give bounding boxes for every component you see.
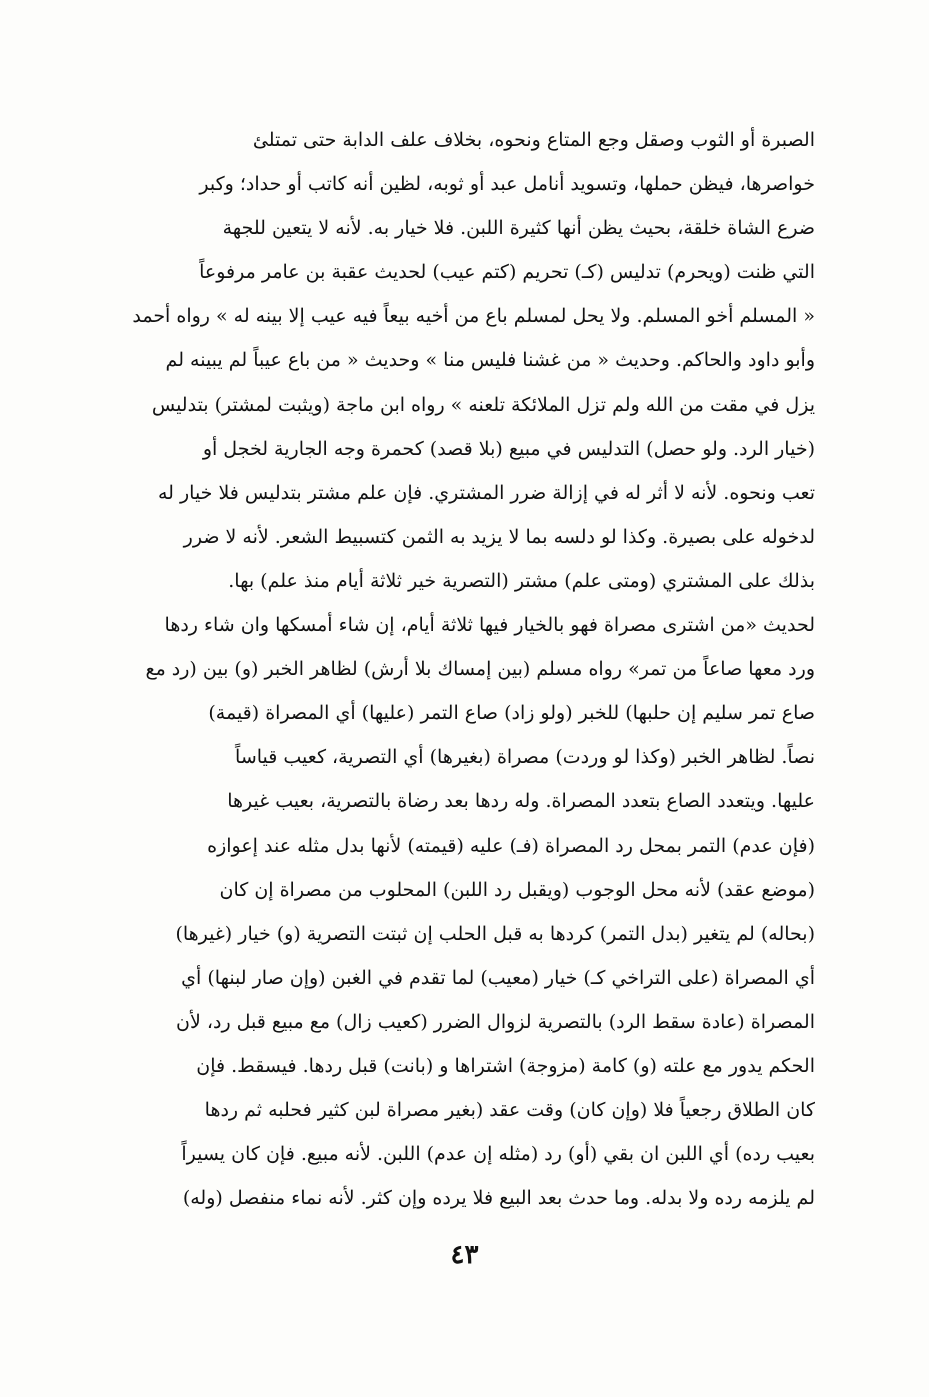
text-line: نصاً. لظاهر الخبر (وكذا لو وردت) مصراة (بغيرها) أي التصرية، كعيب قياساً (235, 746, 815, 769)
page-number: ٤٣ (450, 1240, 479, 1270)
text-line: لحديث «من اشترى مصراة فهو بالخيار فيها ثلاثة أيام، إن شاء أمسكها وان شاء ردها (164, 614, 815, 637)
text-line: التي ظنت (ويحرم) تدليس (كـ) تحريم (كتم عيب) لحديث عقبة بن عامر مرفوعاً (199, 261, 815, 284)
text-line: خواصرها، فيظن حملها، وتسويد أنامل عبد أو ثوبه، لظين أنه كاتب أو حداد؛ وكبر (199, 173, 815, 196)
text-line: وأبو داود والحاكم. وحديث « من غشنا فليس منا » وحديث « من باع عيباً لم يبينه لم (165, 349, 815, 372)
text-line: الحكم يدور مع علته (و) كامة (مزوجة) اشتراها و (بانت) قبل ردها. فيسقط. فإن (196, 1054, 815, 1077)
text-line: (خيار الرد. ولو حصل) التدليس في مبيع (بلا قصد) كحمرة وجه الجارية لخجل أو (202, 437, 815, 460)
text-line: (موضع عقد) لأنه محل الوجوب (ويقبل رد اللبن) المحلوب من مصراة إن كان (219, 878, 815, 901)
text-line: لم يلزمه رده ولا بدله. وما حدث بعد البيع فلا يرده وإن كثر. لأنه نماء منفصل (وله) (182, 1187, 815, 1210)
text-line: (فإن عدم) التمر بمحل رد المصراة (فـ) عليه (قيمته) لأنها بدل مثله عند إعوازه (207, 834, 815, 857)
text-line: كان الطلاق رجعياً فلا (وإن كان) وقت عقد (بغير مصراة لبن كثير فحلبه ثم ردها (204, 1099, 815, 1122)
text-line: تعب ونحوه. لأنه لا أثر له في إزالة ضرر المشتري. فإن علم مشتر بتدليس فلا خيار له (157, 481, 815, 504)
text-line: ضرع الشاة خلقة، بحيث يظن أنها كثيرة اللبن. فلا خيار به. لأنه لا يتعين للجهة (222, 217, 815, 240)
text-line: (بحاله) لم يتغير (بدل التمر) كردها به قبل الحلب إن ثبتت التصرية (و) خيار (غيرها) (175, 922, 815, 945)
text-line: يزل في مقت من الله ولم تزل الملائكة تلعنه » رواه ابن ماجة (ويثبت لمشتر) بتدليس (151, 393, 815, 416)
text-line: « المسلم أخو المسلم. ولا يحل لمسلم باع من أخيه بيعاً فيه عيب إلا بينه له » رواه أحمد (132, 305, 815, 328)
text-line: ورد معها صاعاً من تمر» رواه مسلم (بين إمساك بلا أرش) لظاهر الخبر (و) بين (رد مع (145, 658, 815, 681)
text-line: أي المصراة (على التراخي كـ) خيار (معيب) لما تقدم في الغبن (وإن صار لبنها) أي (181, 966, 815, 989)
text-line: صاع تمر سليم إن حلبها) للخبر (ولو زاد) صاع التمر (عليها) أي المصراة (قيمة) (208, 702, 815, 725)
text-line: بذلك على المشتري (ومتى علم) مشتر (التصرية خير ثلاثة أيام منذ علم) بها. (228, 569, 815, 592)
body-text (95, 118, 815, 1220)
text-line: عليها. ويتعدد الصاع بتعدد المصراة. وله ردها بعد رضاة بالتصرية، بعيب غيرها (227, 790, 815, 813)
text-line: الصبرة أو الثوب وصقل وجع المتاع ونحوه، بخلاف علف الدابة حتى تمتلئ (252, 129, 815, 151)
text-line: لدخوله على بصيرة. وكذا لو دلسه بما لا يزيد به الثمن كتسبيط الشعر. لأنه لا ضرر (183, 525, 815, 548)
text-line: بعيب رده) أي اللبن ان بقي (أو) رد (مثله إن عدم) اللبن. لأنه مبيع. فإن كان يسيراً (181, 1143, 815, 1166)
text-line: المصراة (عادة سقط الرد) بالتصرية لزوال الضرر (كعيب زال) مع مبيع قبل رد، لأن (176, 1010, 815, 1033)
